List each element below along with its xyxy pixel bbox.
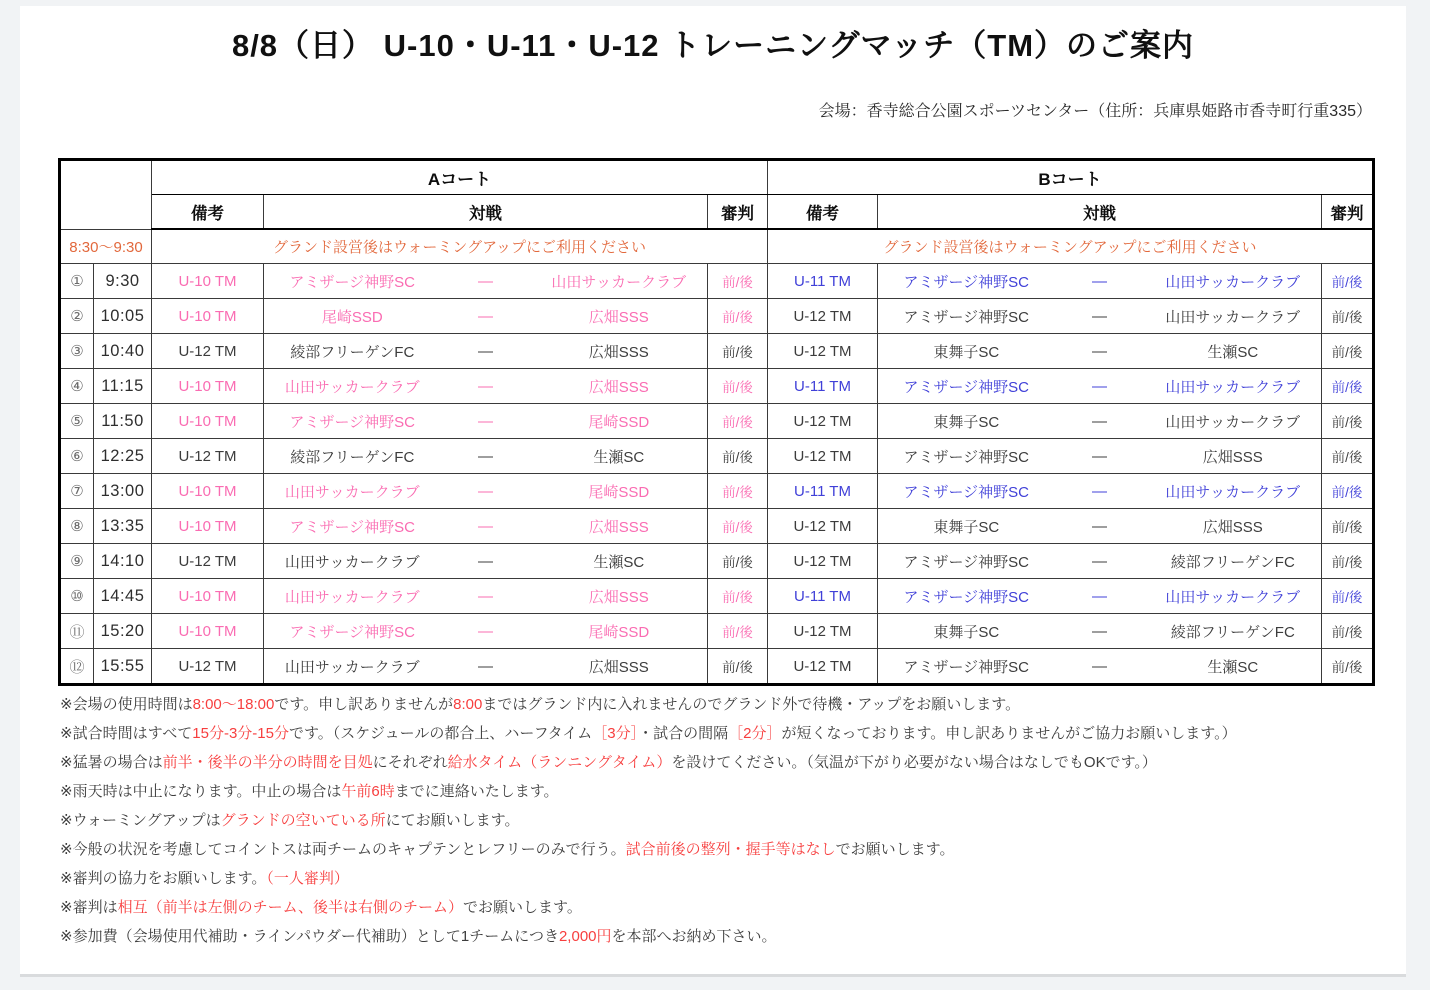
note-text: までに連絡いたします。 [394,783,559,800]
court-a-home-team: アミザージ神野SC [289,518,416,536]
court-b-home-team: 東舞子SC [933,343,1000,361]
court-b-category: U-12 TM [768,509,878,544]
court-b-category: U-12 TM [768,404,878,439]
note-text: ※会場の使用時間は [60,696,193,713]
venue-line: 会場：香寺総合公園スポーツセンター（住所：兵庫県姫路市香寺町行重335） [818,103,1372,120]
row-number: ⑥ [60,439,94,474]
row-time: 11:50 [94,404,152,439]
court-b-referee: 前/後 [1322,509,1374,544]
col-header-match-a: 対戦 [264,195,708,230]
row-time: 11:15 [94,369,152,404]
court-b-away-team: 山田サッカークラブ [1165,273,1301,291]
court-a-home-team: 山田サッカークラブ [284,658,420,676]
note-line [60,922,1390,951]
court-a-home-team: 綾部フリーゲンFC [290,343,415,361]
note-text: を本部へお納め下さい。 [611,928,777,945]
court-b-match [878,579,1322,614]
table-row [60,334,1374,369]
row-time: 10:05 [94,299,152,334]
row-time: 14:10 [94,544,152,579]
vs-dash: — [1092,447,1107,465]
row-number: ② [60,299,94,334]
vs-dash: — [478,657,493,675]
vs-dash: — [478,447,493,465]
note-line [60,777,1390,806]
note-line [60,893,1390,922]
vs-dash: — [1092,342,1107,360]
court-a-match [264,579,708,614]
court-a-away-team: 山田サッカークラブ [551,273,687,291]
court-a-referee: 前/後 [708,264,768,299]
court-a-referee: 前/後 [708,439,768,474]
note-text: にそれぞれ [372,754,448,771]
note-text: ※審判は [60,899,118,916]
note-highlight: グランドの空いている所 [220,812,386,829]
vs-dash: — [478,517,493,535]
court-a-home-team: アミザージ神野SC [289,623,416,641]
court-b-away-team: 広畑SSS [1202,518,1263,536]
table-row [60,474,1374,509]
court-a-away-team: 広畑SSS [588,343,649,361]
court-a-away-team: 生瀬SC [593,553,645,571]
note-highlight: 午前6時 [341,783,395,800]
court-a-referee: 前/後 [708,474,768,509]
court-a-away-team: 広畑SSS [588,658,649,676]
court-b-home-team: 東舞子SC [933,413,1000,431]
row-number: ⑤ [60,404,94,439]
table-row [60,369,1374,404]
court-a-away-team: 広畑SSS [588,308,649,326]
court-b-home-team: アミザージ神野SC [903,483,1030,501]
court-a-category: U-10 TM [152,369,264,404]
table-row [60,439,1374,474]
vs-dash: — [478,622,493,640]
row-time: 14:45 [94,579,152,614]
notes [60,690,1390,951]
court-b-category: U-11 TM [768,369,878,404]
court-b-match [878,509,1322,544]
court-a-match [264,404,708,439]
table-row [60,544,1374,579]
court-a-referee: 前/後 [708,299,768,334]
col-header-referee-b: 審判 [1322,195,1374,230]
table-row [60,649,1374,685]
document-page [20,6,1406,977]
note-text: ※猛暑の場合は [60,754,163,771]
court-b-away-team: 生瀬SC [1207,658,1259,676]
note-line [60,806,1390,835]
col-header-remarks-a: 備考 [152,195,264,230]
note-line [60,748,1390,777]
court-b-category: U-12 TM [768,334,878,369]
court-b-category: U-11 TM [768,579,878,614]
note-text: ※ウォーミングアップは [60,812,221,829]
court-a-away-team: 広畑SSS [588,588,649,606]
row-number: ⑪ [60,614,94,649]
court-a-away-team: 尾崎SSD [588,483,650,501]
court-a-category: U-10 TM [152,474,264,509]
court-a-home-team: 綾部フリーゲンFC [290,448,415,466]
court-b-match [878,614,1322,649]
table-row [60,614,1374,649]
court-a-match [264,649,708,685]
court-a-away-team: 生瀬SC [593,448,645,466]
row-number: ⑩ [60,579,94,614]
table-row [60,509,1374,544]
note-text: にてお願いします。 [385,812,520,829]
court-a-referee: 前/後 [708,579,768,614]
vs-dash: — [1092,377,1107,395]
court-b-away-team: 山田サッカークラブ [1165,308,1301,326]
note-line [60,690,1390,719]
court-a-match [264,334,708,369]
row-time: 12:25 [94,439,152,474]
row-number: ① [60,264,94,299]
row-number: ⑦ [60,474,94,509]
court-a-referee: 前/後 [708,334,768,369]
row-time: 15:55 [94,649,152,685]
court-b-match [878,649,1322,685]
court-b-referee: 前/後 [1322,474,1374,509]
note-text: ※試合時間はすべて [60,725,193,742]
vs-dash: — [1092,482,1107,500]
note-text: が短くなっております。申し訳ありませんがご協力お願いします。） [781,725,1237,742]
court-b-away-team: 綾部フリーゲンFC [1170,623,1295,641]
note-text: を設けてください。（気温が下がり必要がない場合はなしでもOKです。） [671,754,1157,771]
warmup-time: 8:30～9:30 [60,229,152,264]
vs-dash: — [478,377,493,395]
vs-dash: — [478,412,493,430]
court-a-referee: 前/後 [708,649,768,685]
vs-dash: — [1092,412,1107,430]
court-a-match [264,474,708,509]
court-b-away-team: 山田サッカークラブ [1165,413,1301,431]
court-a-referee: 前/後 [708,614,768,649]
vs-dash: — [478,482,493,500]
court-b-referee: 前/後 [1322,264,1374,299]
court-a-away-team: 尾崎SSD [588,413,650,431]
note-highlight: 15分-3分-15分 [192,725,289,742]
court-b-home-team: アミザージ神野SC [903,448,1030,466]
court-b-category: U-12 TM [768,299,878,334]
vs-dash: — [1092,622,1107,640]
note-text: です。申し訳ありませんが [274,696,454,713]
court-b-header: Bコート [768,160,1374,195]
vs-dash: — [478,272,493,290]
note-highlight: 前半・後半の半分の時間を目処 [162,754,373,771]
court-a-match [264,614,708,649]
note-text: まではグランド内に入れませんのでグランド外で待機・アップをお願いします。 [482,696,1021,713]
court-a-home-team: 尾崎SSD [321,308,383,326]
vs-dash: — [1092,657,1107,675]
row-time: 13:00 [94,474,152,509]
court-a-match [264,509,708,544]
note-line [60,864,1390,893]
note-line [60,835,1390,864]
col-header-referee-a: 審判 [708,195,768,230]
court-b-away-team: 生瀬SC [1207,343,1259,361]
note-highlight: 8:00～18:00 [192,696,275,713]
court-b-home-team: アミザージ神野SC [903,588,1030,606]
row-number: ⑫ [60,649,94,685]
court-a-home-team: アミザージ神野SC [289,413,416,431]
court-b-match [878,544,1322,579]
court-b-referee: 前/後 [1322,334,1374,369]
court-b-match [878,439,1322,474]
note-highlight: 相互（前半は左側のチーム、後半は右側のチーム） [117,899,464,916]
court-a-home-team: 山田サッカークラブ [284,378,420,396]
court-b-away-team: 広畑SSS [1202,448,1263,466]
court-b-match [878,334,1322,369]
note-text: ※今般の状況を考慮してコイントスは両チームのキャプテンとレフリーのみで行う。 [60,841,626,858]
court-b-match [878,369,1322,404]
court-b-home-team: アミザージ神野SC [903,658,1030,676]
note-line [60,719,1390,748]
court-a-category: U-12 TM [152,334,264,369]
warmup-note-b: グランド設営後はウォーミングアップにご利用ください [768,229,1374,264]
note-highlight: 試合前後の整列・握手等はなし [625,841,836,858]
court-a-away-team: 尾崎SSD [588,623,650,641]
court-b-home-team: 東舞子SC [933,623,1000,641]
note-highlight: 給水タイム（ランニングタイム） [447,754,672,771]
court-a-home-team: 山田サッカークラブ [284,553,420,571]
court-a-category: U-10 TM [152,579,264,614]
col-header-match-b: 対戦 [878,195,1322,230]
row-number: ③ [60,334,94,369]
court-a-match [264,544,708,579]
table-row [60,264,1374,299]
court-b-home-team: アミザージ神野SC [903,308,1030,326]
court-b-away-team: 山田サッカークラブ [1165,378,1301,396]
court-b-referee: 前/後 [1322,579,1374,614]
vs-dash: — [1092,307,1107,325]
vs-dash: — [1092,587,1107,605]
row-time: 13:35 [94,509,152,544]
court-b-category: U-12 TM [768,544,878,579]
court-a-away-team: 広畑SSS [588,378,649,396]
row-number: ④ [60,369,94,404]
court-b-referee: 前/後 [1322,439,1374,474]
court-b-referee: 前/後 [1322,544,1374,579]
court-a-referee: 前/後 [708,369,768,404]
court-a-category: U-12 TM [152,544,264,579]
court-a-match [264,439,708,474]
court-b-category: U-12 TM [768,649,878,685]
court-b-referee: 前/後 [1322,369,1374,404]
court-a-category: U-10 TM [152,299,264,334]
schedule-table [58,158,1375,686]
court-a-away-team: 広畑SSS [588,518,649,536]
court-b-referee: 前/後 [1322,299,1374,334]
court-a-category: U-12 TM [152,649,264,685]
court-b-category: U-12 TM [768,439,878,474]
vs-dash: — [1092,272,1107,290]
row-number: ⑨ [60,544,94,579]
court-b-match [878,474,1322,509]
table-row [60,404,1374,439]
court-b-home-team: アミザージ神野SC [903,378,1030,396]
note-highlight: 2,000円 [558,928,612,945]
court-b-away-team: 綾部フリーゲンFC [1170,553,1295,571]
row-number: ⑧ [60,509,94,544]
note-text: ※参加費（会場使用代補助・ラインパウダー代補助）として1チームにつき [60,928,559,945]
court-a-category: U-12 TM [152,439,264,474]
court-a-header: Aコート [152,160,768,195]
court-a-referee: 前/後 [708,544,768,579]
court-b-referee: 前/後 [1322,649,1374,685]
warmup-note-a: グランド設営後はウォーミングアップにご利用ください [152,229,768,264]
note-text: ・試合の間隔 [638,725,729,742]
court-b-referee: 前/後 [1322,404,1374,439]
table-row [60,579,1374,614]
table-row [60,299,1374,334]
court-a-category: U-10 TM [152,509,264,544]
court-b-referee: 前/後 [1322,614,1374,649]
court-b-category: U-12 TM [768,614,878,649]
note-highlight: ［2分］ [728,725,782,742]
court-b-match [878,264,1322,299]
corner-cell [60,160,152,230]
court-b-category: U-11 TM [768,474,878,509]
court-b-away-team: 山田サッカークラブ [1165,483,1301,501]
court-a-match [264,369,708,404]
row-time: 10:40 [94,334,152,369]
court-a-home-team: 山田サッカークラブ [284,588,420,606]
note-highlight: 8:00 [453,696,483,713]
note-text: です。（スケジュールの都合上、ハーフタイム [288,725,593,742]
note-text: ※審判の協力をお願いします。 [60,870,267,887]
court-a-home-team: 山田サッカークラブ [284,483,420,501]
note-text: ※雨天時は中止になります。中止の場合は [60,783,342,800]
court-b-away-team: 山田サッカークラブ [1165,588,1301,606]
court-b-home-team: アミザージ神野SC [903,273,1030,291]
col-header-remarks-b: 備考 [768,195,878,230]
page-title: 8/8（日） U-10・U-11・U-12 トレーニングマッチ（TM）のご案内 [231,28,1195,63]
court-a-match [264,264,708,299]
court-b-home-team: 東舞子SC [933,518,1000,536]
note-text: でお願いします。 [463,899,582,916]
court-a-match [264,299,708,334]
court-b-match [878,404,1322,439]
court-a-category: U-10 TM [152,264,264,299]
vs-dash: — [478,307,493,325]
note-highlight: （一人審判） [266,870,349,887]
vs-dash: — [1092,552,1107,570]
vs-dash: — [478,552,493,570]
vs-dash: — [478,587,493,605]
court-a-referee: 前/後 [708,404,768,439]
note-highlight: ［3分］ [592,725,639,742]
court-a-category: U-10 TM [152,614,264,649]
court-a-referee: 前/後 [708,509,768,544]
note-text: でお願いします。 [835,841,955,858]
court-b-match [878,299,1322,334]
vs-dash: — [1092,517,1107,535]
court-b-category: U-11 TM [768,264,878,299]
court-a-home-team: アミザージ神野SC [289,273,416,291]
court-b-home-team: アミザージ神野SC [903,553,1030,571]
row-time: 9:30 [94,264,152,299]
court-a-category: U-10 TM [152,404,264,439]
row-time: 15:20 [94,614,152,649]
vs-dash: — [478,342,493,360]
